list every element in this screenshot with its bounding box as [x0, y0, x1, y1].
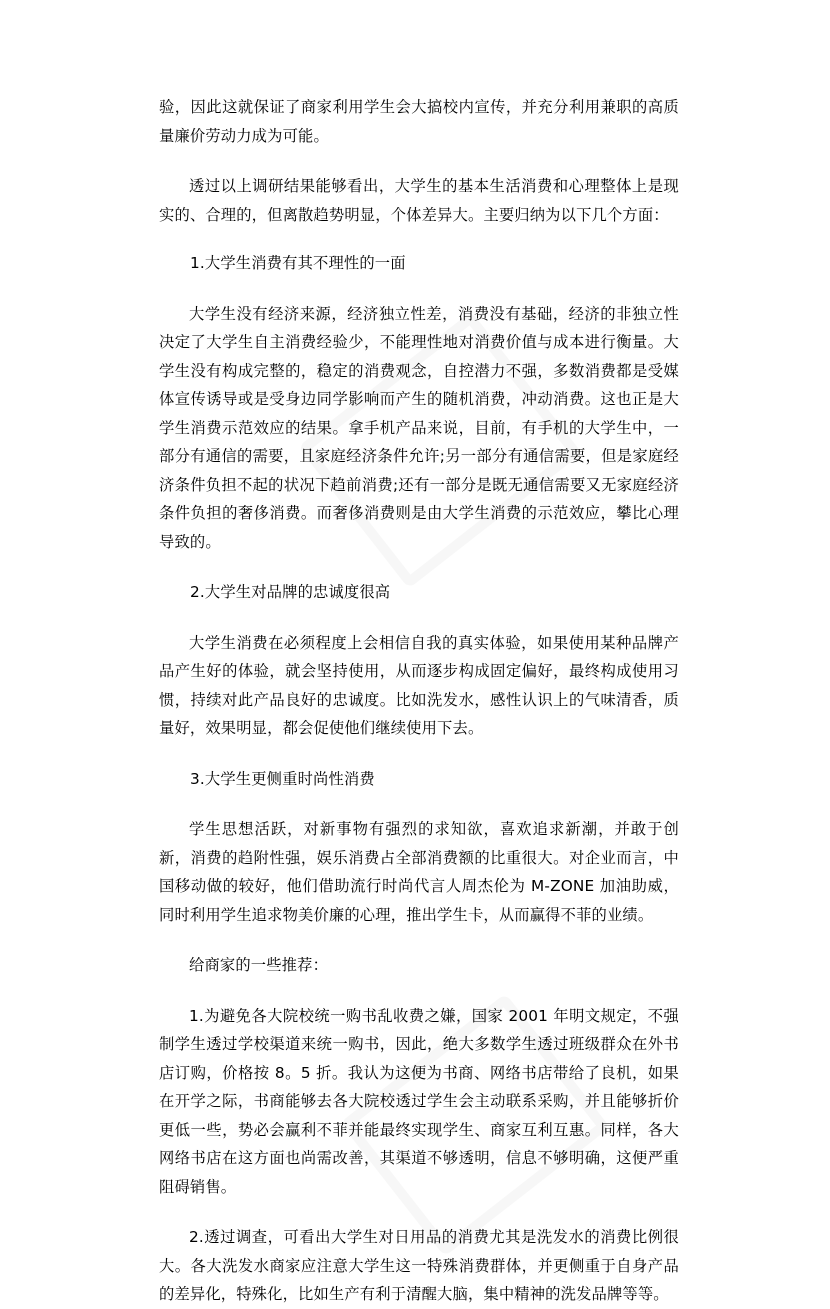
- recommendation-1: 1.为避免各大院校统一购书乱收费之嫌，国家 2001 年明文规定，不强制学生透过学校渠道来统一购书，因此，绝大多数学生透过班级群众在外书店订购，价格按 8。5 折。我认为这便为书商、网络书店带给了良机，如果在开学之际，书商能够去各大院校透过学生会主动联系采购，并且能够折价更低一些，势必会赢利不菲并能最终实现学生、商家互利互惠。同样，各大网络书店在这方面也尚需改善，其渠道不够透明，信息不够明确，这便严重阻碍销售。: [159, 1006, 679, 1196]
- document-body: [159, 93, 679, 1309]
- recommendations-heading: 给商家的一些推荐：: [189, 956, 329, 974]
- recommendation-2: 2.透过调查，可看出大学生对日用品的消费尤其是洗发水的消费比例很大。各大洗发水商家应注意大学生这一特殊消费群体，并更侧重于自身产品的差异化，特殊化，比如生产有利于清醒大脑，集中精神的洗发品牌等等。: [159, 1228, 679, 1303]
- paragraph-summary: 透过以上调研结果能够看出，大学生的基本生活消费和心理整体上是现实的、合理的，但离散趋势明显，个体差异大。主要归纳为以下几个方面：: [159, 177, 679, 224]
- paragraph-continuation: 验，因此这就保证了商家利用学生会大搞校内宣传，并充分利用兼职的高质量廉价劳动力成为可能。: [159, 98, 679, 145]
- section-heading-3: 3.大学生更侧重时尚性消费: [190, 769, 375, 788]
- paragraph-brand-loyalty: 大学生消费在必须程度上会相信自我的真实体验，如果使用某种品牌产品产生好的体验，就会坚持使用，从而逐步构成固定偏好，最终构成使用习惯，持续对此产品良好的忠诚度。比如洗发水，感性认识上的气味清香，质量好，效果明显，都会促使他们继续使用下去。: [159, 633, 679, 737]
- paragraph-fashion-consumption: 学生思想活跃，对新事物有强烈的求知欲，喜欢追求新潮，并敢于创新，消费的趋附性强，娱乐消费占全部消费额的比重很大。对企业而言，中国移动做的较好，他们借助流行时尚代言人周杰伦为 M-ZONE 加油助威，同时利用学生追求物美价廉的心理，推出学生卡，从而赢得不菲的业绩。: [159, 820, 679, 924]
- section-heading-1: 1.大学生消费有其不理性的一面: [190, 254, 406, 272]
- section-heading-2: 2.大学生对品牌的忠诚度很高: [190, 583, 391, 601]
- paragraph-irrational-consumption: 大学生没有经济来源，经济独立性差，消费没有基础，经济的非独立性决定了大学生自主消费经验少，不能理性地对消费价值与成本进行衡量。大学生没有构成完整的，稳定的消费观念，自控潜力不强，多数消费都是受媒体宣传诱导或是受身边同学影响而产生的随机消费，冲动消费。这也正是大学生消费示范效应的结果。拿手机产品来说，目前，有手机的大学生中，一部分有通信的需要，且家庭经济条件允许;另一部分有通信需要，但是家庭经济条件负担不起的状况下趋前消费;还有一部分是既无通信需要又无家庭经济条件负担的奢侈消费。而奢侈消费则是由大学生消费的示范效应，攀比心理导致的。: [159, 304, 679, 551]
